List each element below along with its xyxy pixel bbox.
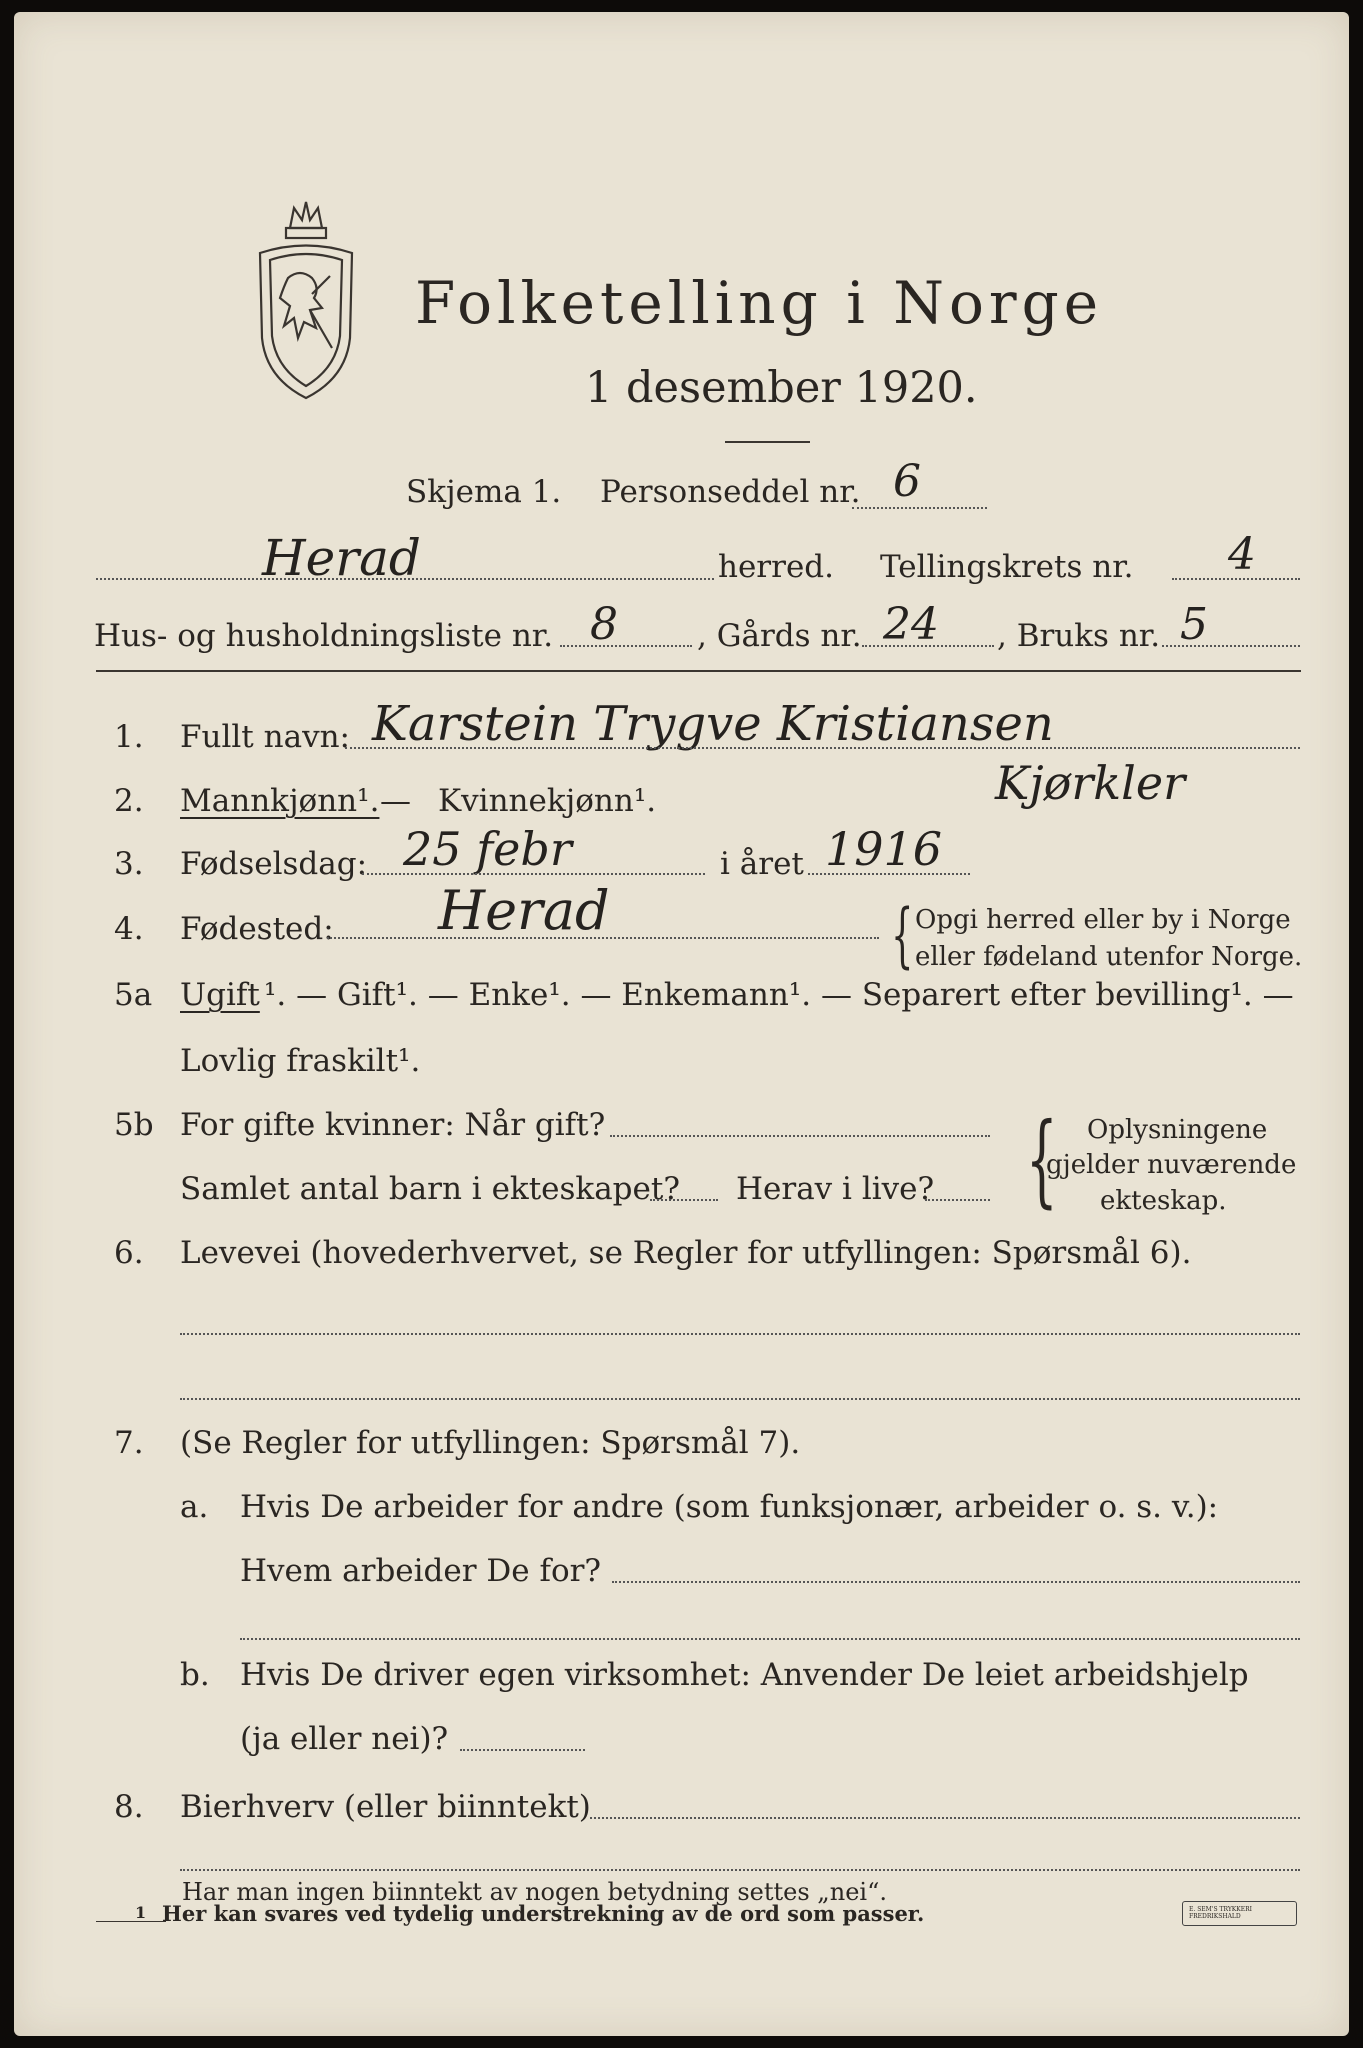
- q5b-number: 5b: [114, 1107, 154, 1143]
- q5b-alive-label: Herav i live?: [736, 1171, 935, 1207]
- bruks-label: , Bruks nr.: [997, 618, 1161, 654]
- hired-help-line[interactable]: [460, 1749, 585, 1751]
- bruks-value[interactable]: 5: [1180, 599, 1208, 650]
- q5b-line1: For gifte kvinner: Når gift?: [180, 1107, 606, 1143]
- birth-year-line: [808, 873, 970, 875]
- husliste-line: [560, 645, 692, 647]
- q5a-number: 5a: [114, 977, 153, 1013]
- tellingskrets-line: [1172, 578, 1300, 580]
- q4-label: Fødested:: [180, 911, 334, 947]
- footnote-text: Her kan svares ved tydelig understrekning av de ord som passer.: [162, 1901, 925, 1926]
- gards-line: [862, 645, 994, 647]
- male-option[interactable]: Mannkjønn¹.: [180, 783, 380, 819]
- q1-number: 1.: [114, 719, 144, 755]
- skjema-label: Skjema 1.: [406, 474, 562, 510]
- norwegian-lion-shield-icon: [250, 198, 362, 403]
- q3-number: 3.: [114, 846, 144, 882]
- q4-number: 4.: [114, 911, 144, 947]
- footnote-divider: [96, 1921, 166, 1922]
- q5b-children-label: Samlet antal barn i ekteskapet?: [180, 1171, 680, 1207]
- form-title: Folketelling i Norge: [415, 269, 1104, 337]
- q7a-number: a.: [180, 1489, 209, 1525]
- personseddel-label: Personseddel nr.: [600, 474, 861, 510]
- q6-label: Levevei (hovederhvervet, se Regler for utfyllingen: Spørsmål 6).: [180, 1235, 1192, 1271]
- q4-note-line1: Opgi herred eller by i Norge: [915, 905, 1291, 935]
- birth-date-line: [362, 873, 705, 875]
- q5b-note-line2: gjelder nuværende: [1046, 1150, 1297, 1180]
- q7b-number: b.: [180, 1657, 210, 1693]
- children-count-line: [650, 1199, 718, 1201]
- q7-number: 7.: [114, 1425, 144, 1461]
- q7b-line1: Hvis De driver egen virksomhet: Anvender De leiet arbeidshjelp: [240, 1657, 1249, 1693]
- form-subtitle: 1 desember 1920.: [585, 363, 978, 413]
- employer-line-2[interactable]: [240, 1638, 1300, 1640]
- birth-date-value[interactable]: 25 febr: [403, 822, 572, 876]
- q2-separator: —: [380, 783, 411, 819]
- side-income-line-2[interactable]: [180, 1869, 1300, 1871]
- children-alive-line: [925, 1199, 990, 1201]
- herred-line: [96, 578, 714, 580]
- husliste-label: Hus- og husholdningsliste nr.: [94, 618, 554, 654]
- q7b-line2: (ja eller nei)?: [240, 1721, 449, 1757]
- full-name-value[interactable]: Karstein Trygve Kristiansen: [372, 696, 1054, 752]
- full-name-line: [345, 747, 1300, 749]
- side-income-note: Har man ingen biinntekt av nogen betydning settes „nei“.: [182, 1878, 887, 1906]
- q7-label: (Se Regler for utfyllingen: Spørsmål 7).: [180, 1425, 801, 1461]
- q5b-note-line1: Oplysningene: [1087, 1115, 1268, 1145]
- tellingskrets-label: Tellingskrets nr.: [880, 549, 1134, 585]
- q5b-note-line3: ekteskap.: [1100, 1186, 1227, 1216]
- lovlig-fraskilt-option[interactable]: Lovlig fraskilt¹.: [180, 1043, 421, 1079]
- gards-label: , Gårds nr.: [697, 618, 862, 654]
- q1-label: Fullt navn:: [180, 719, 350, 755]
- q8-number: 8.: [114, 1789, 144, 1825]
- tellingskrets-value[interactable]: 4: [1228, 529, 1256, 580]
- q6-number: 6.: [114, 1235, 144, 1271]
- printer-stamp: E. SEM'S TRYKKERI FREDRIKSHALD: [1182, 1901, 1297, 1926]
- bruks-line: [1162, 645, 1300, 647]
- q4-brace: {: [891, 894, 914, 976]
- birth-year-value[interactable]: 1916: [825, 822, 943, 876]
- married-when-line: [610, 1135, 990, 1137]
- header-divider: [96, 670, 1301, 672]
- ugift-option[interactable]: Ugift: [180, 977, 260, 1013]
- full-name-value-cont[interactable]: Kjørkler: [995, 756, 1186, 810]
- title-divider: [725, 441, 810, 443]
- q4-note-line2: eller fødeland utenfor Norge.: [915, 942, 1303, 972]
- year-label: i året: [720, 846, 804, 882]
- q8-label: Bierhverv (eller biinntekt): [180, 1789, 591, 1825]
- herred-value[interactable]: Herad: [262, 529, 421, 587]
- herred-label: herred.: [718, 549, 834, 585]
- q2-number: 2.: [114, 783, 144, 819]
- q5b-brace: {: [1025, 1101, 1058, 1218]
- employer-line-1[interactable]: [612, 1581, 1300, 1583]
- q3-label: Fødselsdag:: [180, 846, 368, 882]
- female-option[interactable]: Kvinnekjønn¹.: [438, 783, 657, 819]
- marital-options[interactable]: ¹. — Gift¹. — Enke¹. — Enkemann¹. — Separert efter bevilling¹. —: [264, 977, 1294, 1013]
- gards-value[interactable]: 24: [883, 599, 939, 650]
- personseddel-value[interactable]: 6: [893, 456, 921, 507]
- husliste-value[interactable]: 8: [590, 599, 618, 650]
- birthplace-value[interactable]: Herad: [438, 879, 610, 942]
- birthplace-line: [327, 937, 879, 939]
- side-income-line-1[interactable]: [590, 1817, 1300, 1819]
- q7a-employer-label: Hvem arbeider De for?: [240, 1553, 602, 1589]
- occupation-line-2[interactable]: [180, 1398, 1300, 1400]
- personseddel-line: [852, 507, 987, 509]
- q7a-line1: Hvis De arbeider for andre (som funksjonær, arbeider o. s. v.):: [240, 1489, 1219, 1525]
- occupation-line-1[interactable]: [180, 1333, 1300, 1335]
- footnote-number: 1: [135, 1903, 147, 1922]
